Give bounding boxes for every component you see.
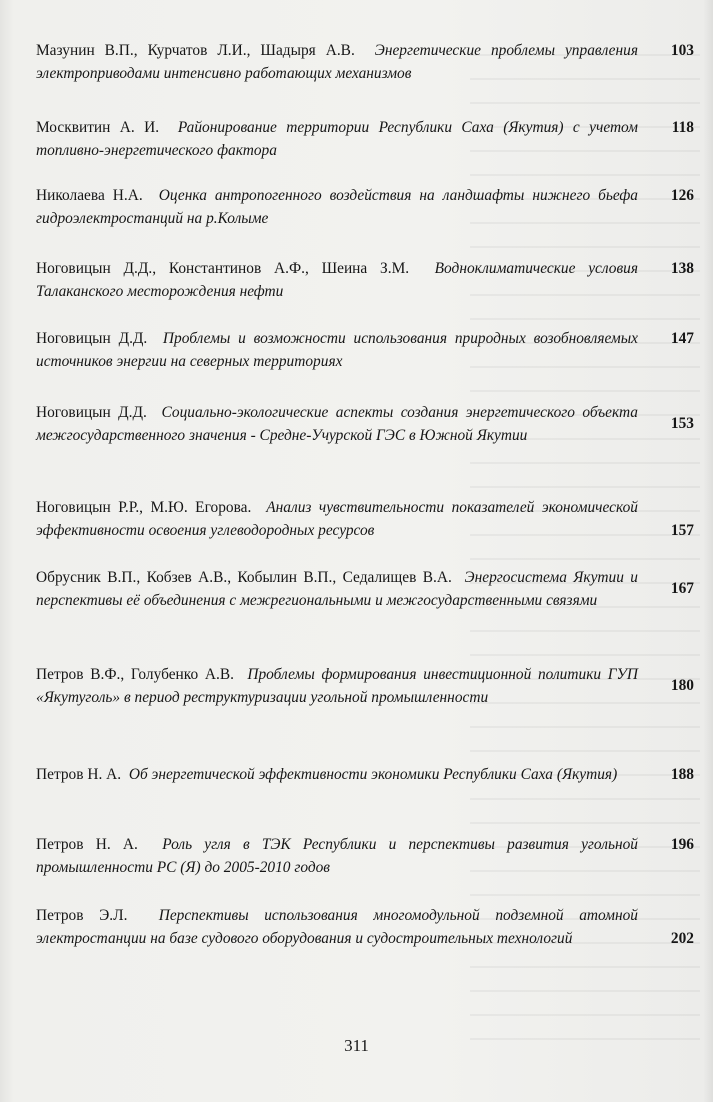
page-number: 311 bbox=[344, 1036, 369, 1055]
toc-entry-text bbox=[36, 764, 660, 787]
toc-entry-authors: Обрусник В.П., Кобзев А.В., Кобылин В.П., Седалищев В.А. bbox=[36, 569, 465, 586]
toc-entry-authors: Петров Э.Л. bbox=[36, 907, 159, 924]
toc-entry-page: 167 bbox=[670, 580, 694, 598]
toc-entry-title: Анализ чувствительности показателей экономической эффективности освоения углеводородных ресурсов bbox=[36, 499, 638, 539]
toc-entry-authors: Ноговицын Д.Д., Константинов А.Ф., Шеина З.М. bbox=[36, 260, 435, 277]
toc-entry-text bbox=[36, 40, 660, 85]
toc-entry-text bbox=[36, 328, 660, 373]
toc-entry bbox=[36, 185, 694, 230]
toc-entry bbox=[36, 764, 694, 787]
toc-entry-authors: Ноговицын Р.Р., М.Ю. Егорова. bbox=[36, 499, 267, 516]
toc-entry-page: 138 bbox=[670, 260, 694, 277]
toc-entry-text bbox=[36, 402, 660, 447]
toc-entry-text bbox=[36, 497, 660, 542]
toc-entry bbox=[36, 834, 694, 879]
toc-entry-authors: Николаева Н.А. bbox=[36, 187, 159, 204]
toc-entry-text bbox=[36, 117, 660, 162]
toc-entry bbox=[36, 402, 694, 447]
toc-entry-authors: Петров Н. А. bbox=[36, 836, 163, 853]
toc-entry-page: 103 bbox=[670, 42, 694, 59]
toc-entry-text bbox=[36, 664, 660, 709]
toc-entry-title: Оценка антропогенного воздействия на ландшафты нижнего бьефа гидроэлектростанций на р.Колыме bbox=[36, 187, 638, 227]
toc-entry bbox=[36, 567, 694, 612]
toc-entry bbox=[36, 905, 694, 950]
toc-entry bbox=[36, 497, 694, 542]
toc-entry-page: 180 bbox=[670, 677, 694, 695]
toc-entry bbox=[36, 328, 694, 373]
toc-entry-title: Социально-экологические аспекты создания энергетического объекта межгосударственного значения - Средне-Учурской ГЭС в Южной Якутии bbox=[36, 404, 638, 444]
toc-entry-title: Перспективы использования многомодульной подземной атомной электростанции на базе судового оборудования и судостроительных технологий bbox=[36, 907, 638, 947]
page-edge-shadow bbox=[703, 0, 713, 1102]
toc-entry-title: Проблемы формирования инвестиционной политики ГУП «Якутуголь» в период реструктуризации угольной промышленности bbox=[36, 666, 639, 706]
toc-entry-text bbox=[36, 567, 660, 612]
toc-entry-page: 153 bbox=[670, 415, 694, 433]
toc-entry-title: Энергосистема Якутии и перспективы её объединения с межрегиональными и межгосударственными связями bbox=[36, 569, 638, 609]
toc-entry-text bbox=[36, 185, 660, 230]
toc-entry bbox=[36, 258, 694, 303]
toc-entry-page: 147 bbox=[670, 330, 694, 347]
toc-entry-page: 188 bbox=[670, 766, 694, 783]
toc-entry bbox=[36, 117, 694, 162]
toc-entry-title: Районирование территории Республики Саха (Якутия) с учетом топливно-энергетического фактора bbox=[36, 119, 638, 159]
toc-entry-page: 118 bbox=[671, 119, 694, 136]
toc-entry-page: 202 bbox=[670, 929, 694, 947]
toc-entry-page: 157 bbox=[670, 521, 694, 539]
toc-entry-authors: Ноговицын Д.Д. bbox=[36, 404, 162, 421]
toc-entry-authors: Мазунин В.П., Курчатов Л.И., Шадыря А.В. bbox=[36, 42, 375, 59]
toc-entry-page: 126 bbox=[670, 187, 694, 204]
toc-entry-title: Проблемы и возможности использования природных возобновляемых источников энергии на северных территориях bbox=[36, 330, 638, 370]
toc-entry-text bbox=[36, 905, 660, 950]
toc-entry-authors: Петров Н. А. bbox=[36, 766, 129, 783]
toc-entry-authors: Ноговицын Д.Д. bbox=[36, 330, 163, 347]
toc-entry-title: Энергетические проблемы управления электроприводами интенсивно работающих механизмов bbox=[36, 42, 638, 82]
toc-entry bbox=[36, 664, 694, 709]
toc-entry-text bbox=[36, 258, 660, 303]
toc-entry-authors: Петров В.Ф., Голубенко А.В. bbox=[36, 666, 248, 683]
toc-entry-page: 196 bbox=[670, 836, 694, 853]
toc-entry-title: Роль угля в ТЭК Республики и перспективы развития угольной промышленности РС (Я) до 2005-2010 годов bbox=[36, 836, 638, 876]
toc-entry-title: Об энергетической эффективности экономики Республики Саха (Якутия) bbox=[128, 766, 618, 783]
toc-entry bbox=[36, 40, 694, 85]
toc-entry-authors: Москвитин А. И. bbox=[36, 119, 178, 136]
toc-entry-title: Водноклиматические условия Талаканского месторождения нефти bbox=[36, 260, 638, 300]
toc-entry-text bbox=[36, 834, 660, 879]
